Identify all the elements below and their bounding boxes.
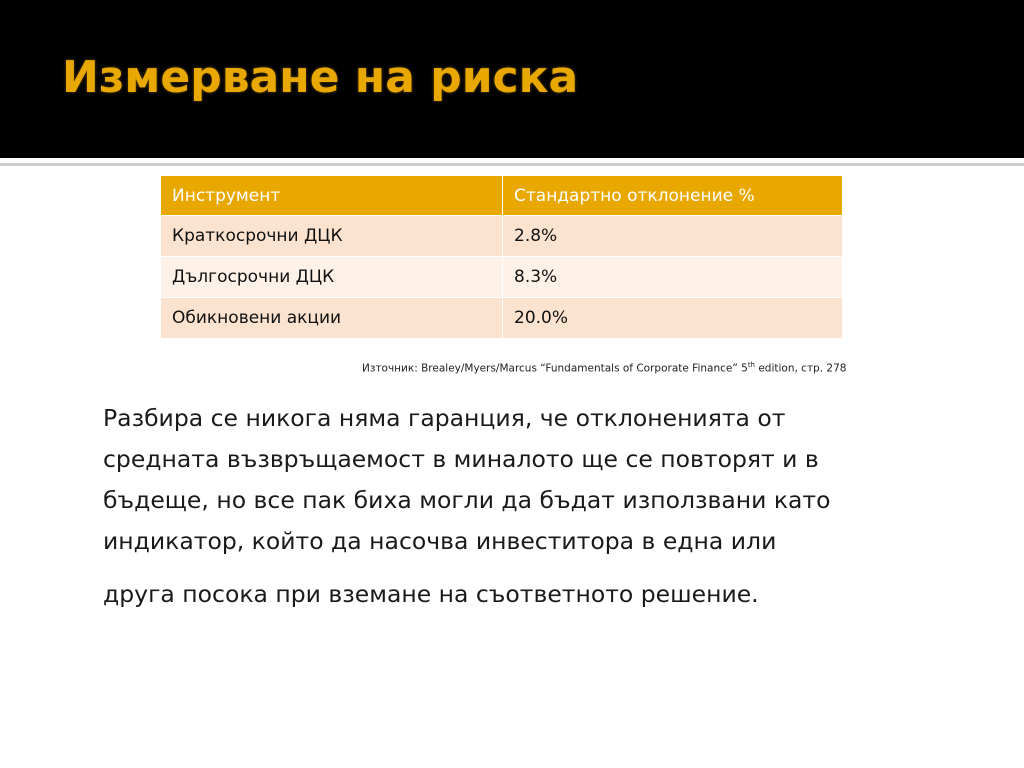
header-instrument: Инструмент <box>161 176 503 216</box>
body-paragraph <box>103 398 963 615</box>
table-row <box>161 257 843 298</box>
table-row <box>161 298 843 339</box>
title-divider <box>0 163 1024 166</box>
body-line: друга посока при вземане на съответното решение. <box>103 580 759 608</box>
source-superscript: th <box>747 361 755 369</box>
table-header-row <box>161 176 843 216</box>
body-line: Разбира се никога няма гаранция, че отклоненията от <box>103 404 786 432</box>
title-bar <box>0 0 1024 158</box>
row-instrument: Краткосрочни ДЦК <box>161 216 503 257</box>
row-instrument: Обикновени акции <box>161 298 503 339</box>
row-std-deviation: 2.8% <box>503 216 843 257</box>
slide-title: Измерване на риска <box>62 52 579 103</box>
row-instrument: Дългосрочни ДЦК <box>161 257 503 298</box>
source-citation <box>362 361 846 375</box>
body-line: бъдеще, но все пак биха могли да бъдат използвани като <box>103 486 831 514</box>
header-std-deviation: Стандартно отклонение % <box>503 176 843 216</box>
body-line: средната възвръщаемост в миналото ще се повторят и в <box>103 445 819 473</box>
table-row <box>161 216 843 257</box>
risk-table <box>160 175 843 339</box>
body-line: индикатор, който да насочва инвеститора в една или <box>103 527 777 555</box>
source-prefix: Източник: Brealey/Myers/Marcus “Fundamentals of Corporate Finance” 5 <box>362 362 748 375</box>
row-std-deviation: 20.0% <box>503 298 843 339</box>
row-std-deviation: 8.3% <box>503 257 843 298</box>
source-suffix: edition, стр. 278 <box>755 362 847 375</box>
